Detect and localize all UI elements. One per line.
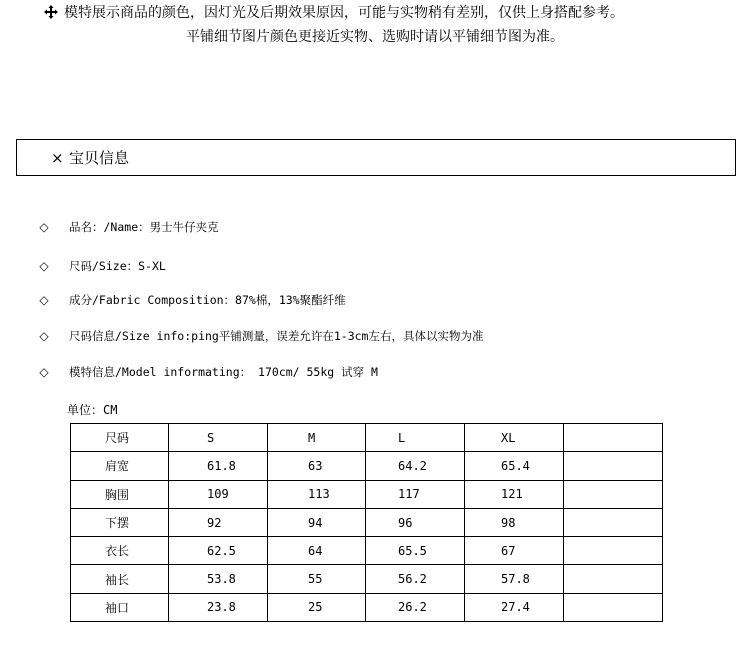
table-cell: 23.8: [169, 593, 268, 621]
table-row: [71, 593, 663, 621]
table-row: [71, 452, 663, 480]
table-cell: 57.8: [465, 565, 564, 593]
move-arrows-icon: [44, 3, 60, 23]
table-cell: 64: [268, 537, 366, 565]
table-cell: 袖口: [71, 593, 169, 621]
table-header-cell: L: [366, 424, 465, 452]
table-cell: 64.2: [366, 452, 465, 480]
table-cell: [564, 565, 663, 593]
table-header-cell: [564, 424, 663, 452]
unit-label: 单位：CM: [67, 403, 118, 417]
table-cell: 96: [366, 508, 465, 536]
table-cell: 98: [465, 508, 564, 536]
close-icon: ×: [51, 149, 64, 167]
table-cell: 衣长: [71, 537, 169, 565]
table-header-cell: 尺码: [71, 424, 169, 452]
table-header-cell: XL: [465, 424, 564, 452]
table-cell: 27.4: [465, 593, 564, 621]
table-cell: [564, 480, 663, 508]
table-row: [71, 537, 663, 565]
table-header-cell: S: [169, 424, 268, 452]
table-cell: 65.4: [465, 452, 564, 480]
table-cell: [564, 537, 663, 565]
table-cell: 61.8: [169, 452, 268, 480]
table-row: [71, 480, 663, 508]
notice-text-1: 模特展示商品的颜色，因灯光及后期效果原因，可能与实物稍有差别，仅供上身搭配参考。: [64, 5, 624, 21]
table-cell: 26.2: [366, 593, 465, 621]
table-cell: 25: [268, 593, 366, 621]
info-item-text: 成分/Fabric Composition：87%棉，13%聚酯纤维: [69, 293, 346, 307]
table-cell: 92: [169, 508, 268, 536]
table-cell: 113: [268, 480, 366, 508]
diamond-icon: ◇: [39, 259, 49, 273]
diamond-icon: ◇: [39, 329, 49, 343]
notice-line-2: 平铺细节图片颜色更接近实物、选购时请以平铺细节图为准。: [186, 29, 564, 45]
table-cell: 下摆: [71, 508, 169, 536]
table-cell: [564, 452, 663, 480]
notice-line-1: [44, 3, 624, 23]
section-header-box: [16, 139, 736, 176]
table-cell: 55: [268, 565, 366, 593]
info-item-text: 品名：/Name：男士牛仔夹克: [69, 220, 219, 234]
size-table: [70, 423, 663, 622]
table-cell: 94: [268, 508, 366, 536]
diamond-icon: ◇: [39, 293, 49, 307]
table-cell: 62.5: [169, 537, 268, 565]
table-cell: 53.8: [169, 565, 268, 593]
table-header-row: [71, 424, 663, 452]
table-cell: [564, 508, 663, 536]
info-item-text: 尺码信息/Size info:ping平铺测量，误差允许在1-3cm左右，具体以实物为准: [69, 329, 484, 343]
info-item-text: 模特信息/Model informating： 170cm/ 55kg 试穿 M: [69, 365, 378, 379]
table-cell: 67: [465, 537, 564, 565]
table-cell: 63: [268, 452, 366, 480]
table-cell: 117: [366, 480, 465, 508]
diamond-icon: ◇: [39, 365, 49, 379]
table-cell: 121: [465, 480, 564, 508]
table-cell: [564, 593, 663, 621]
table-cell: 肩宽: [71, 452, 169, 480]
table-cell: 65.5: [366, 537, 465, 565]
section-title: 宝贝信息: [69, 149, 130, 167]
table-cell: 袖长: [71, 565, 169, 593]
table-row: [71, 565, 663, 593]
table-header-cell: M: [268, 424, 366, 452]
diamond-icon: ◇: [39, 220, 49, 234]
table-cell: 109: [169, 480, 268, 508]
info-item-text: 尺码/Size：S-XL: [69, 259, 166, 273]
table-row: [71, 508, 663, 536]
table-cell: 胸围: [71, 480, 169, 508]
table-cell: 56.2: [366, 565, 465, 593]
